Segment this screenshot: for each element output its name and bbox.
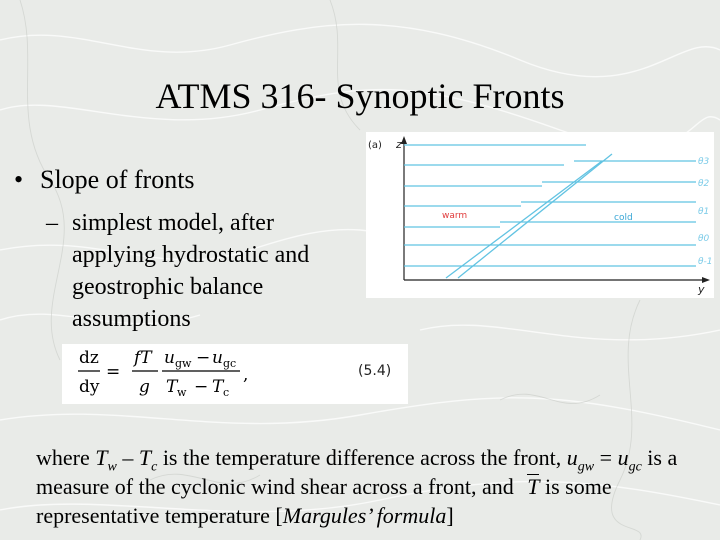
figure-panel-label: (a) <box>368 140 382 151</box>
z-axis-arrow <box>401 136 407 144</box>
caption-formula: Margules’ formula <box>282 503 447 528</box>
caption-sub-w: w <box>107 459 117 475</box>
caption-text: is a measure of the cyclonic wind shear across a front, and <box>36 445 678 499</box>
eq-lhs-den: dy <box>79 377 100 397</box>
frontal-zone-upper <box>458 154 612 278</box>
sub-bullet <box>46 207 309 335</box>
frontal-zone-lower <box>446 161 602 278</box>
equation-number: (5.4) <box>358 363 392 379</box>
caption-sub-c: c <box>151 459 158 475</box>
figure-y-label: y <box>698 283 705 296</box>
eq-T-c: T <box>212 377 224 397</box>
caption-text: is the temperature difference across the front, <box>157 445 567 470</box>
caption-sub-gc: gc <box>628 459 642 475</box>
figure-z-label: z <box>396 138 402 151</box>
eq-minus: − <box>196 348 211 368</box>
caption-var-T: T <box>95 445 108 470</box>
eq-comma: , <box>243 365 249 385</box>
eq-u-gc: u <box>212 348 223 368</box>
caption-var-u: u <box>617 445 629 470</box>
eq-frac1-num: fT <box>134 348 152 368</box>
theta-label: θ1 <box>698 207 710 217</box>
bullet-mark: • <box>14 165 24 194</box>
eq-T-w-sub: w <box>177 386 187 399</box>
caption-text: is some representative temperature [ <box>36 474 612 528</box>
margules-equation <box>62 344 408 404</box>
eq-lhs-num: dz <box>79 348 99 368</box>
eq-u-gw: u <box>164 348 175 368</box>
caption-text: – <box>116 445 139 470</box>
caption-text: = <box>594 445 613 470</box>
sub-bullet-line: applying hydrostatic and <box>72 242 310 268</box>
warm-label: warm <box>442 211 468 221</box>
eq-minus: − <box>194 377 209 397</box>
sub-bullet-line: geostrophic balance <box>72 274 264 300</box>
cold-label: cold <box>614 213 633 223</box>
caption-text: where <box>36 445 96 470</box>
caption-sub-gw: gw <box>577 459 595 475</box>
sub-bullet-line: assumptions <box>72 306 191 332</box>
eq-u-gc-sub: gc <box>223 357 237 370</box>
bullet-slope-of-fronts <box>14 163 195 197</box>
slide-title: ATMS 316- Synoptic Fronts <box>155 76 565 116</box>
caption <box>36 443 696 530</box>
caption-var-T: T <box>138 445 152 470</box>
theta-label: θ0 <box>698 234 710 244</box>
eq-frac1-den: g <box>139 377 150 397</box>
caption-var-u: u <box>566 445 578 470</box>
eq-T-c-sub: c <box>223 386 230 399</box>
sub-bullet-line: simplest model, after <box>72 210 274 236</box>
front-slope-figure <box>366 132 714 298</box>
theta-label: θ2 <box>698 179 710 189</box>
eq-T-w: T <box>166 377 178 397</box>
theta-label: θ-1 <box>698 257 713 267</box>
theta-label: θ3 <box>698 157 710 167</box>
caption-var-Tbar: T <box>527 474 540 499</box>
eq-equals: = <box>106 362 121 382</box>
eq-u-gw-sub: gw <box>175 357 192 370</box>
caption-text: ] <box>446 503 454 528</box>
bullet-text: Slope of fronts <box>40 165 195 194</box>
sub-bullet-dash: – <box>46 210 58 236</box>
